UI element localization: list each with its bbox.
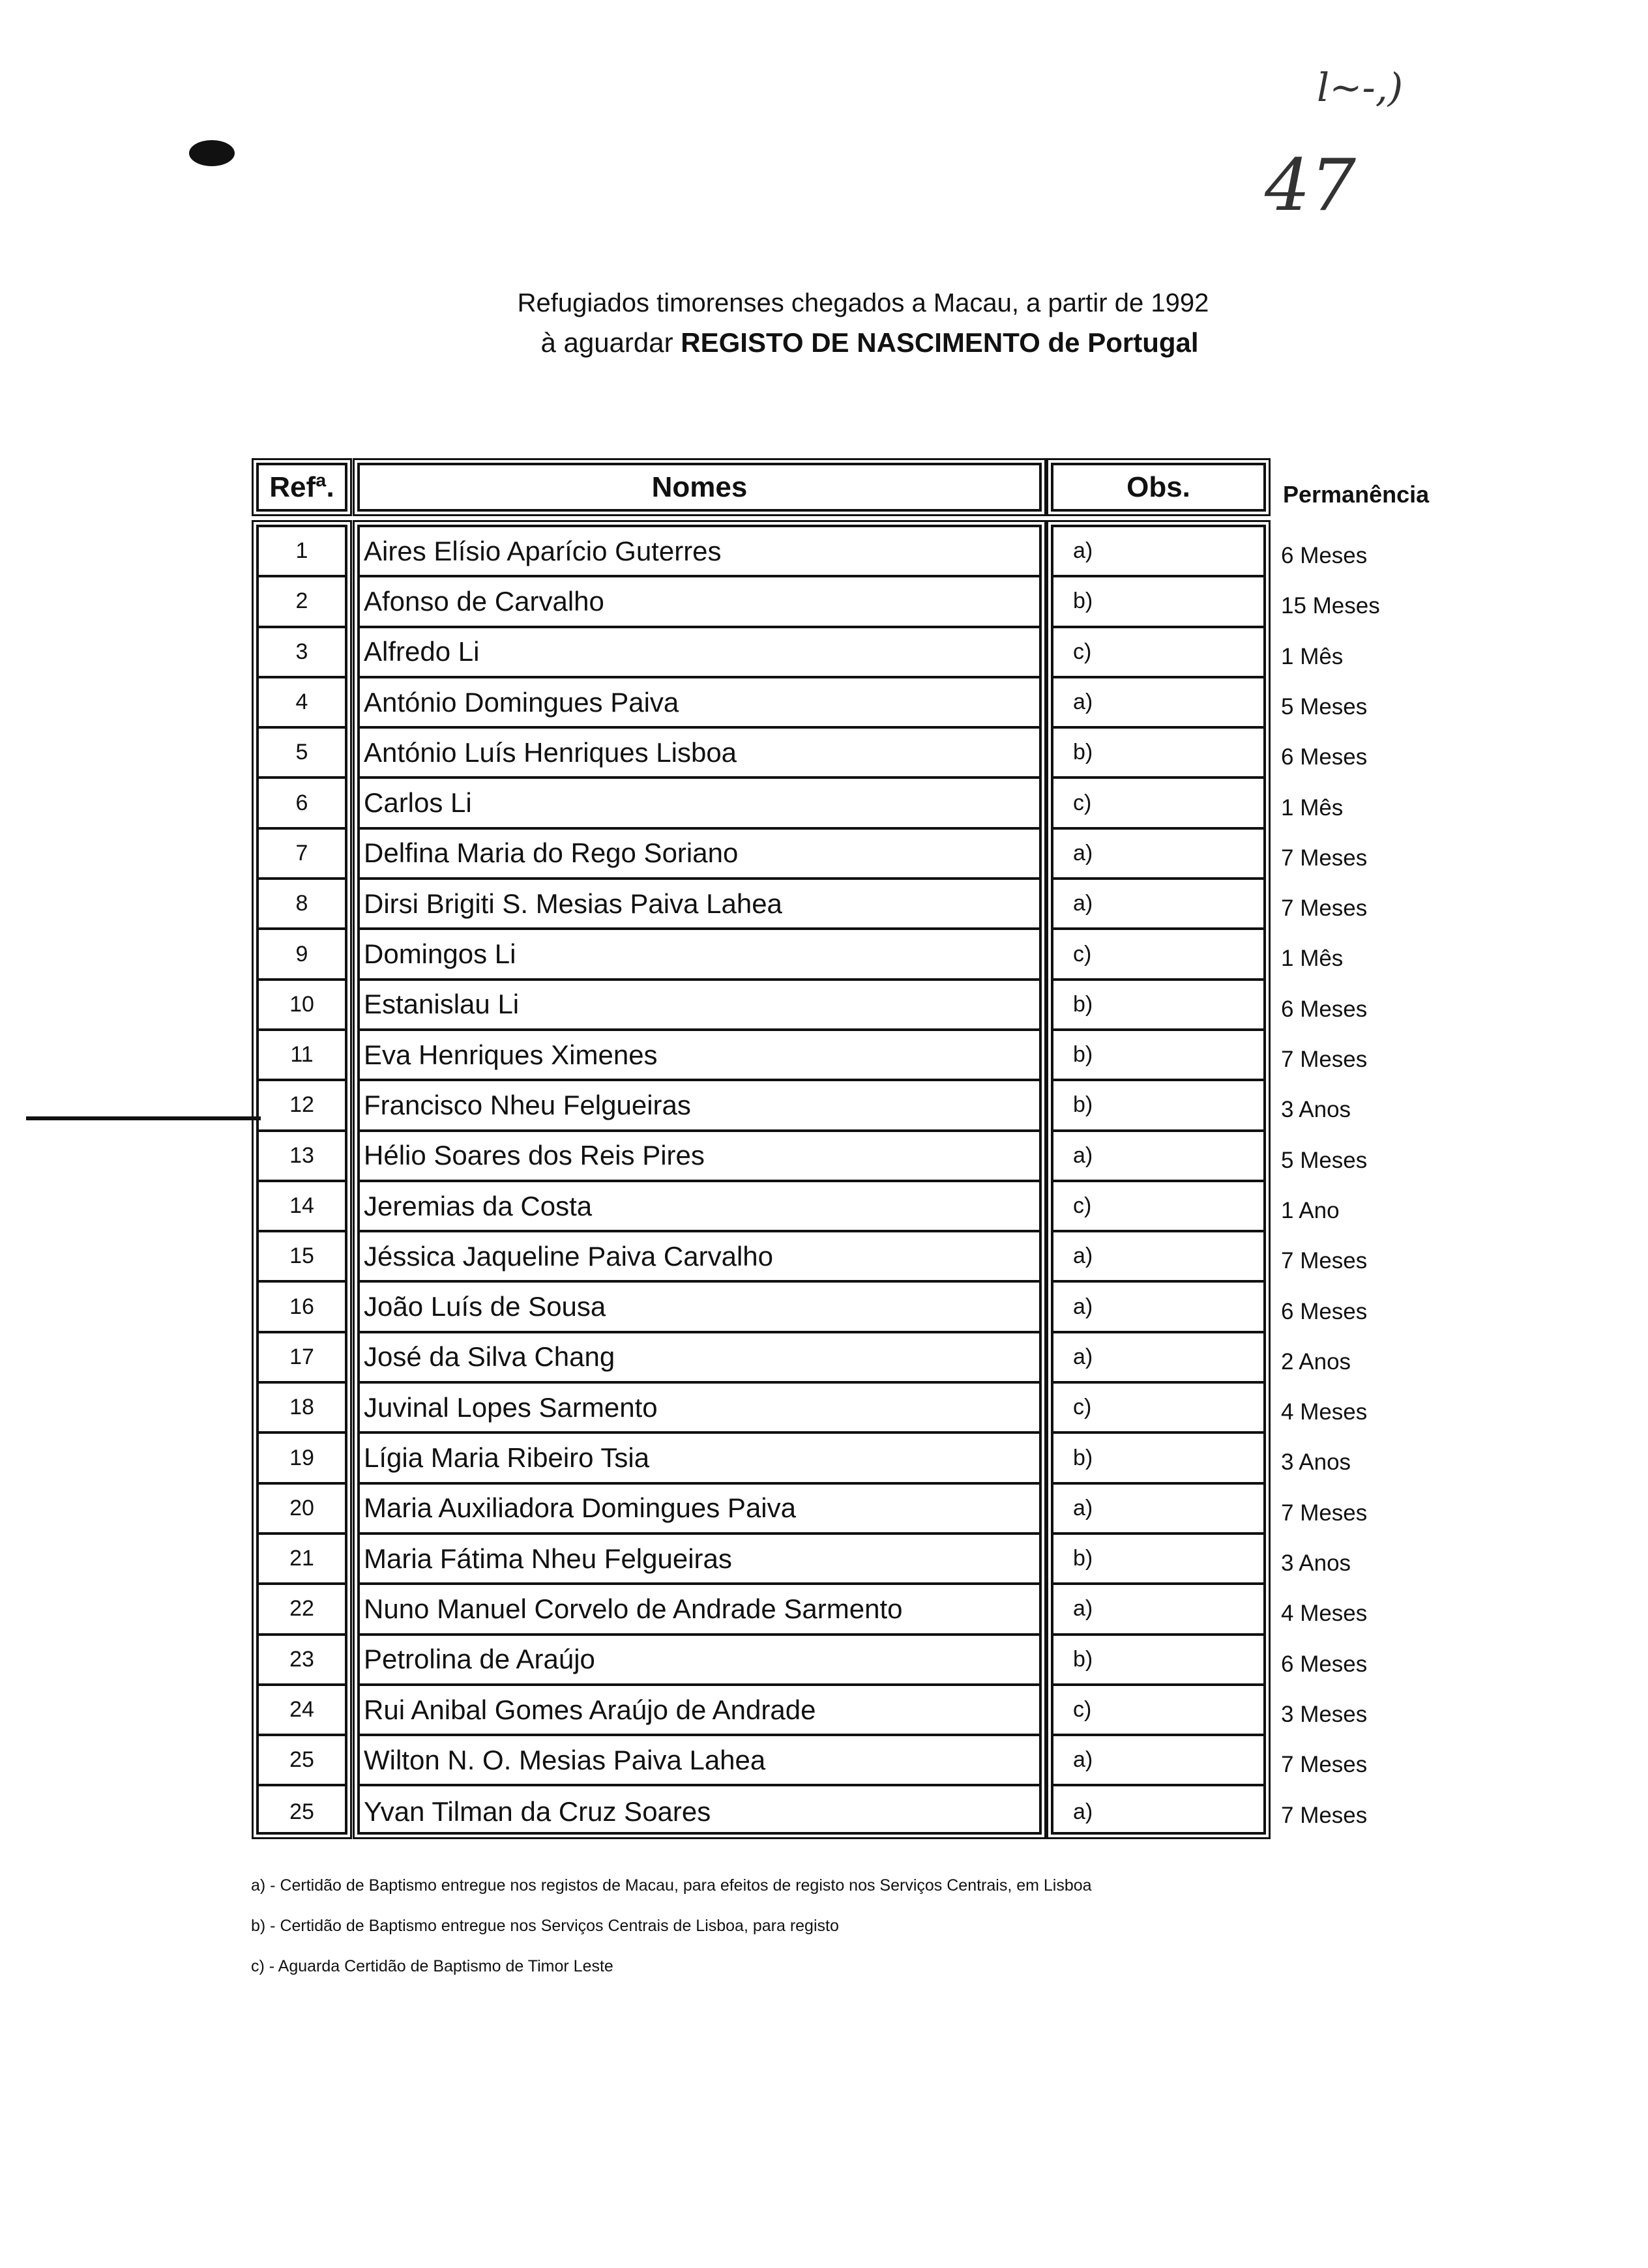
permanence-value: 6 Meses (1281, 1651, 1368, 1677)
obs-column (1051, 525, 1266, 1835)
permanence-value: 4 Meses (1281, 1601, 1368, 1627)
ref-column (256, 525, 347, 1835)
header-ref: Refª. (256, 463, 347, 512)
name-cell: Dirsi Brigiti S. Mesias Paiva Lahea (360, 880, 1039, 930)
handwritten-mark: l~-,) (1317, 65, 1404, 111)
obs-cell: b) (1053, 981, 1263, 1031)
obs-cell: a) (1053, 678, 1263, 729)
title-line-2 (91, 323, 1648, 363)
margin-line (26, 1116, 261, 1120)
ref-cell: 4 (259, 678, 345, 729)
header-obs: Obs. (1051, 463, 1266, 512)
ref-cell: 12 (259, 1081, 345, 1131)
header-names: Nomes (357, 463, 1042, 512)
obs-cell: b) (1053, 1535, 1263, 1585)
obs-cell: a) (1053, 527, 1263, 577)
title-prefix: à aguardar (540, 327, 681, 358)
permanence-value: 4 Meses (1281, 1399, 1368, 1425)
ref-cell: 21 (259, 1535, 345, 1585)
name-cell: José da Silva Chang (360, 1333, 1039, 1384)
ref-cell: 18 (259, 1384, 345, 1434)
ref-cell: 16 (259, 1283, 345, 1333)
obs-cell: a) (1053, 1585, 1263, 1635)
permanence-value: 5 Meses (1281, 693, 1368, 720)
handwritten-page-number: 47 (1265, 143, 1356, 227)
ref-cell: 5 (259, 729, 345, 779)
obs-cell: c) (1053, 930, 1263, 980)
ref-cell: 10 (259, 981, 345, 1031)
obs-cell: a) (1053, 1485, 1263, 1535)
footnote-c: c) - Aguarda Certidão de Baptismo de Timor Leste (251, 1957, 613, 1975)
obs-cell: a) (1053, 880, 1263, 930)
obs-cell: c) (1053, 1384, 1263, 1434)
name-cell: Domingos Li (360, 930, 1039, 980)
obs-cell: c) (1053, 1686, 1263, 1736)
name-cell: Jéssica Jaqueline Paiva Carvalho (360, 1232, 1039, 1283)
name-cell: Estanislau Li (360, 981, 1039, 1031)
footnote-b: b) - Certidão de Baptismo entregue nos Serviços Centrais de Lisboa, para registo (251, 1917, 839, 1935)
permanence-value: 6 Meses (1281, 744, 1368, 770)
permanence-value: 7 Meses (1281, 1500, 1368, 1526)
title-line-1: Refugiados timorenses chegados a Macau, a partir de 1992 (517, 289, 1209, 317)
ref-cell: 25 (259, 1736, 345, 1786)
ref-cell: 13 (259, 1132, 345, 1182)
ref-cell: 11 (259, 1031, 345, 1081)
name-cell: Lígia Maria Ribeiro Tsia (360, 1434, 1039, 1484)
ref-cell: 8 (259, 880, 345, 930)
obs-cell: a) (1053, 1736, 1263, 1786)
permanence-value: 7 Meses (1281, 1248, 1368, 1274)
name-cell: Maria Auxiliadora Domingues Paiva (360, 1485, 1039, 1535)
name-cell: Maria Fátima Nheu Felgueiras (360, 1535, 1039, 1585)
name-cell: António Domingues Paiva (360, 678, 1039, 729)
name-cell: Afonso de Carvalho (360, 577, 1039, 628)
ref-cell: 22 (259, 1585, 345, 1635)
ref-cell: 3 (259, 628, 345, 678)
ref-cell: 25 (289, 1799, 314, 1824)
footnote-a: a) - Certidão de Baptismo entregue nos registos de Macau, para efeitos de registo nos Serviços Centrais, em Lisboa (251, 1876, 1092, 1895)
ref-cell: 19 (259, 1434, 345, 1484)
ref-cell: 6 (259, 779, 345, 830)
header-permanence: Permanência (1283, 481, 1430, 508)
ref-cell: 20 (259, 1485, 345, 1535)
obs-cell: b) (1053, 1031, 1263, 1081)
permanence-value: 7 Meses (1281, 1047, 1368, 1072)
ref-cell: 2 (259, 577, 345, 628)
name-cell: Aires Elísio Aparício Guterres (360, 527, 1039, 577)
permanence-value: 1 Ano (1281, 1197, 1340, 1223)
scan-blot (189, 140, 235, 166)
obs-cell: a) (1053, 1132, 1263, 1182)
name-cell: Alfredo Li (360, 628, 1039, 678)
name-cell: Jeremias da Costa (360, 1182, 1039, 1232)
ref-cell: 17 (259, 1333, 345, 1384)
obs-cell: a) (1053, 830, 1263, 880)
title-connector: de (1040, 327, 1088, 358)
permanence-value: 6 Meses (1281, 543, 1368, 568)
permanence-value: 2 Anos (1281, 1348, 1351, 1374)
title-country: Portugal (1087, 327, 1199, 358)
name-cell: Petrolina de Araújo (360, 1636, 1039, 1686)
permanence-value: 1 Mês (1281, 794, 1344, 821)
name-cell: Juvinal Lopes Sarmento (360, 1384, 1039, 1434)
permanence-value: 3 Meses (1281, 1701, 1368, 1727)
document-title (0, 284, 1648, 363)
ref-cell: 1 (259, 527, 345, 577)
ref-cell: 15 (259, 1232, 345, 1283)
permanence-value: 1 Mês (1281, 643, 1344, 669)
name-cell: Rui Anibal Gomes Araújo de Andrade (360, 1686, 1039, 1736)
obs-cell: b) (1053, 1434, 1263, 1484)
permanence-value: 1 Mês (1281, 946, 1344, 972)
permanence-value: 3 Anos (1281, 1550, 1351, 1576)
obs-cell: a) (1053, 1283, 1263, 1333)
name-cell: João Luís de Sousa (360, 1283, 1039, 1333)
ref-cell: 7 (259, 830, 345, 880)
name-cell: Carlos Li (360, 779, 1039, 830)
names-column (357, 525, 1042, 1835)
permanence-value: 6 Meses (1281, 996, 1368, 1022)
obs-cell: a) (1053, 1333, 1263, 1384)
obs-cell: c) (1053, 1182, 1263, 1232)
name-cell: Nuno Manuel Corvelo de Andrade Sarmento (360, 1585, 1039, 1635)
footnotes (251, 1865, 1092, 1986)
permanence-value: 7 Meses (1281, 845, 1368, 871)
ref-cell: 14 (259, 1182, 345, 1232)
name-cell: Delfina Maria do Rego Soriano (360, 830, 1039, 880)
ref-cell: 24 (259, 1686, 345, 1736)
permanence-value: 3 Anos (1281, 1449, 1351, 1476)
permanence-value: 3 Anos (1281, 1097, 1351, 1123)
permanence-value: 7 Meses (1281, 1752, 1368, 1778)
name-cell: Yvan Tilman da Cruz Soares (364, 1796, 711, 1827)
ref-cell: 9 (259, 930, 345, 980)
permanence-value: 6 Meses (1281, 1298, 1368, 1324)
obs-cell: a) (1073, 1799, 1093, 1824)
obs-cell: c) (1053, 779, 1263, 830)
obs-cell: b) (1053, 729, 1263, 779)
permanence-value: 7 Meses (1281, 895, 1368, 922)
permanence-value: 5 Meses (1281, 1147, 1368, 1173)
permanence-value: 7 Meses (1281, 1802, 1368, 1828)
ref-cell: 23 (259, 1636, 345, 1686)
obs-cell: b) (1053, 1636, 1263, 1686)
name-cell: Francisco Nheu Felgueiras (360, 1081, 1039, 1131)
obs-cell: c) (1053, 628, 1263, 678)
obs-cell: b) (1053, 1081, 1263, 1131)
obs-cell: b) (1053, 577, 1263, 628)
name-cell: Wilton N. O. Mesias Paiva Lahea (360, 1736, 1039, 1786)
name-cell: Hélio Soares dos Reis Pires (360, 1132, 1039, 1182)
title-emphasis: REGISTO DE NASCIMENTO (681, 327, 1040, 358)
obs-cell: a) (1053, 1232, 1263, 1283)
name-cell: Eva Henriques Ximenes (360, 1031, 1039, 1081)
name-cell: António Luís Henriques Lisboa (360, 729, 1039, 779)
permanence-value: 15 Meses (1281, 593, 1380, 619)
